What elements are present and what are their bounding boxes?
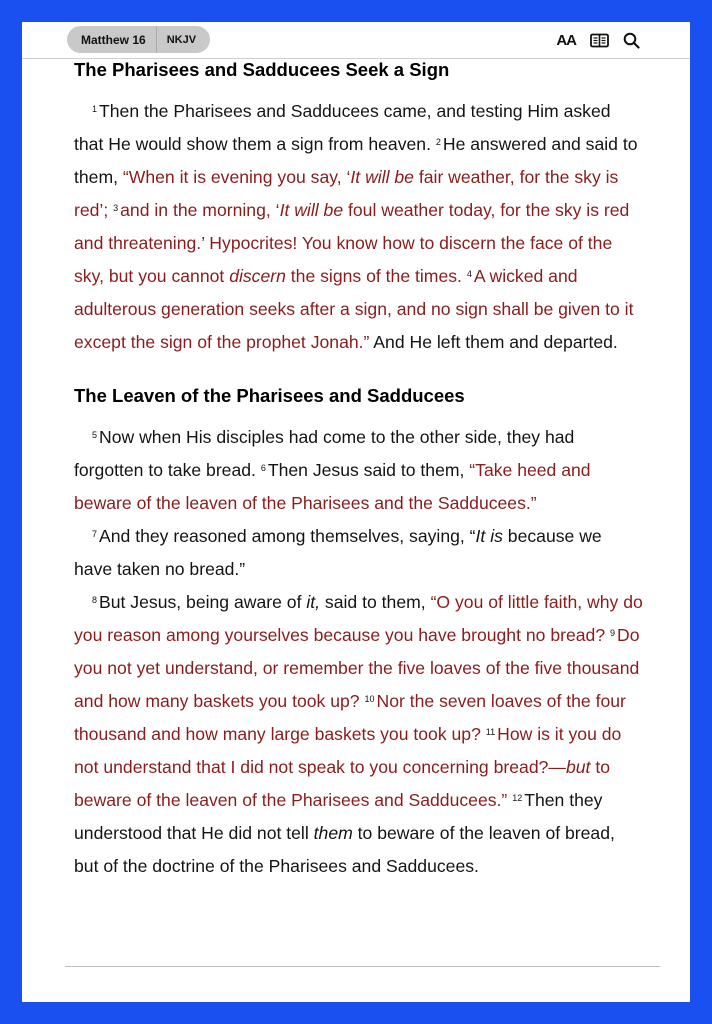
words-of-jesus: A wicked and adulterous generation seeks after a sign, and no sign shall be given to it except the sign of the prophet Jonah.” xyxy=(74,266,634,352)
words-of-jesus: the signs of the times. xyxy=(285,266,467,286)
book-icon[interactable] xyxy=(590,29,609,51)
words-of-jesus: “When it is evening you say, ‘ xyxy=(122,167,351,187)
verse-text: And they reasoned among themselves, saying, “ xyxy=(99,526,476,546)
verse-text: Then Jesus said to them, xyxy=(267,460,470,480)
words-of-jesus: and in the morning, ‘ xyxy=(120,200,280,220)
toolbar-actions xyxy=(556,29,640,51)
reader-page xyxy=(22,22,690,1002)
verse-number: 4 xyxy=(466,269,472,279)
words-of-jesus: “O you of little faith, why do you reason among yourselves because you have brought no bread? xyxy=(74,592,643,645)
verse-text: because we have taken no bread.” xyxy=(74,526,602,579)
text-size-icon[interactable]: AA xyxy=(556,31,576,49)
page-divider xyxy=(65,966,660,967)
verse-number: 11 xyxy=(485,727,496,737)
verse-text: Then the Pharisees and Sadducees came, and testing Him asked that He would show them a sign from heaven. xyxy=(74,101,611,154)
verse-number: 1 xyxy=(92,104,98,114)
verse-text: It is xyxy=(475,526,503,546)
verse-number: 12 xyxy=(512,793,523,803)
words-of-jesus: discern xyxy=(229,266,286,286)
verse-number: 10 xyxy=(364,694,375,704)
verse-text: to beware of the leaven of bread, but of the doctrine of the Pharisees and Sadducees. xyxy=(74,823,615,876)
words-of-jesus: It will be xyxy=(350,167,414,187)
verse-number: 6 xyxy=(260,463,266,473)
words-of-jesus: foul weather today, for the sky is red and threatening.’ Hypocrites! You know how to discern the face of the sky, but you cannot xyxy=(74,200,630,286)
verse-number: 9 xyxy=(610,628,616,638)
verse-text: He answered and said to them, xyxy=(74,134,638,187)
words-of-jesus: Do you not yet understand, or remember the five loaves of the five thousand and how many baskets you took up? xyxy=(74,625,640,711)
verse-number: 8 xyxy=(92,595,98,605)
verse-text: Now when His disciples had come to the other side, they had forgotten to take bread. xyxy=(74,427,575,480)
words-of-jesus: Nor the seven loaves of the four thousand and how many large baskets you took up? xyxy=(74,691,626,744)
search-icon[interactable] xyxy=(623,29,640,51)
verse-text: it, xyxy=(306,592,321,612)
verse-paragraph xyxy=(74,586,644,883)
section-heading: The Leaven of the Pharisees and Sadducees xyxy=(74,385,465,406)
words-of-jesus: but xyxy=(565,757,591,777)
verse-number: 3 xyxy=(113,203,119,213)
verse-text: But Jesus, being aware of xyxy=(99,592,307,612)
verse-paragraph xyxy=(74,95,644,359)
verse-text: Then they understood that He did not tell xyxy=(74,790,603,843)
verse-number: 5 xyxy=(92,430,98,440)
section-heading: The Pharisees and Sadducees Seek a Sign xyxy=(74,59,450,80)
words-of-jesus: to beware of the leaven of the Pharisees and Sadducees.” xyxy=(74,757,611,810)
verse-paragraph xyxy=(74,520,644,586)
verse-number: 7 xyxy=(92,529,98,539)
words-of-jesus: fair weather, for the sky is red’; xyxy=(74,167,619,220)
verse-number: 2 xyxy=(435,137,441,147)
verse-text: said to them, xyxy=(320,592,431,612)
words-of-jesus: How is it you do not understand that I did not speak to you concerning bread?— xyxy=(74,724,622,777)
chapter-text xyxy=(74,58,644,883)
verse-text: them xyxy=(313,823,353,843)
version-button[interactable]: NKJV xyxy=(166,33,197,46)
passage-selector[interactable] xyxy=(67,26,210,53)
verse-text: And He left them and departed. xyxy=(369,332,618,352)
book-chapter-button[interactable]: Matthew 16 xyxy=(67,26,157,53)
reader-toolbar xyxy=(22,22,690,59)
verse-paragraph xyxy=(74,421,644,520)
words-of-jesus: It will be xyxy=(279,200,344,220)
words-of-jesus: “Take heed and beware of the leaven of the Pharisees and the Sadducees.” xyxy=(74,460,591,513)
